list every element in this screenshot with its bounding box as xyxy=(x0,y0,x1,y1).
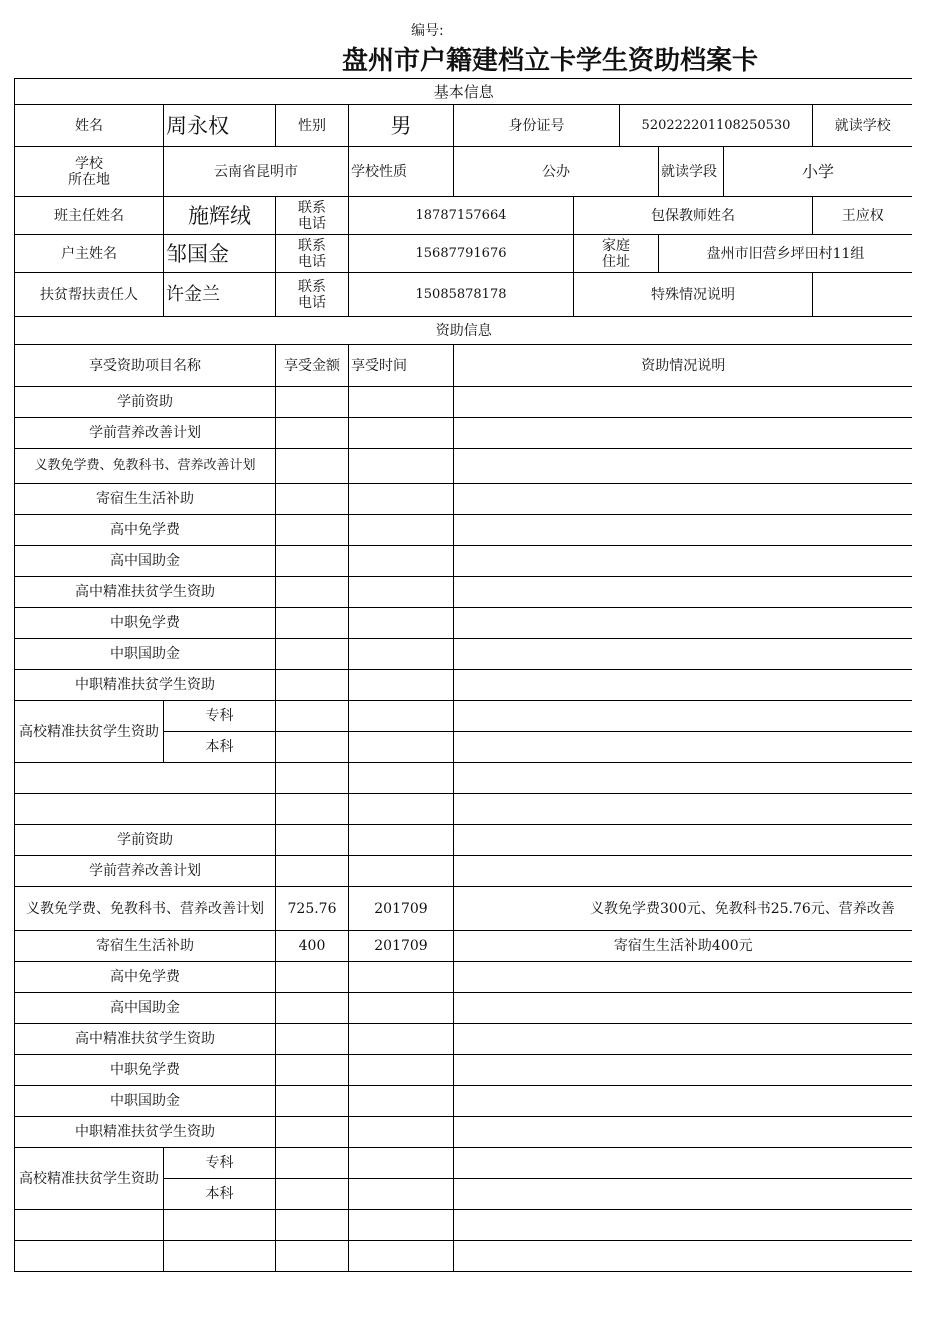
college-bachelor-label: 本科 xyxy=(164,1179,276,1210)
student-name: 周永权 xyxy=(164,105,276,147)
college-junior-label: 专科 xyxy=(164,701,276,732)
college-aid-label: 高校精准扶贫学生资助 xyxy=(15,701,164,763)
archive-card-table xyxy=(14,78,912,1275)
boarding-desc: 寄宿生生活补助400元 xyxy=(454,931,913,962)
aid-item-row: 高中国助金 xyxy=(15,546,276,577)
basic-info-heading: 基本信息 xyxy=(15,79,913,105)
stage-value: 小学 xyxy=(724,147,913,197)
compulsory-time: 201709 xyxy=(349,887,454,931)
school-type-label: 学校性质 xyxy=(349,147,454,197)
householder-phone: 15687791676 xyxy=(349,235,574,273)
home-address: 盘州市旧营乡坪田村11组 xyxy=(659,235,913,273)
college-bachelor-label: 本科 xyxy=(164,732,276,763)
aid-item-row: 中职免学费 xyxy=(15,608,276,639)
aid-info-heading: 资助信息 xyxy=(15,317,913,345)
aid-item-row: 中职国助金 xyxy=(15,639,276,670)
aid-item-row: 学前资助 xyxy=(15,387,276,418)
aid-item-row: 中职精准扶贫学生资助 xyxy=(15,670,276,701)
aid-item-row: 高中免学费 xyxy=(15,515,276,546)
helper-phone-label: 联系 电话 xyxy=(276,273,349,317)
aid-item-row: 学前资助 xyxy=(15,825,276,856)
gender-value: 男 xyxy=(349,105,454,147)
teacher-name: 施辉绒 xyxy=(164,197,276,235)
teacher-phone-label: 联系 电话 xyxy=(276,197,349,235)
compulsory-desc: 义教免学费300元、免教科书25.76元、营养改善 xyxy=(454,887,913,931)
school-location-value: 云南省昆明市 xyxy=(164,147,349,197)
school-type-value: 公办 xyxy=(454,147,659,197)
boarding-time: 201709 xyxy=(349,931,454,962)
special-value xyxy=(813,273,913,317)
school-location-label: 学校 所在地 xyxy=(15,147,164,197)
aid-item-row: 学前营养改善计划 xyxy=(15,856,276,887)
householder-name: 邹国金 xyxy=(164,235,276,273)
special-label: 特殊情况说明 xyxy=(574,273,813,317)
aid-item-row: 中职免学费 xyxy=(15,1055,276,1086)
address-label: 家庭 住址 xyxy=(574,235,659,273)
boarding-amount: 400 xyxy=(276,931,349,962)
helper-phone: 15085878178 xyxy=(349,273,574,317)
col-amount-header: 享受金额 xyxy=(276,345,349,387)
college-aid-label: 高校精准扶贫学生资助 xyxy=(15,1148,164,1210)
college-junior-label: 专科 xyxy=(164,1148,276,1179)
aid-item-row: 中职精准扶贫学生资助 xyxy=(15,1117,276,1148)
guard-teacher-label: 包保教师姓名 xyxy=(574,197,813,235)
helper-label: 扶贫帮扶责任人 xyxy=(15,273,164,317)
stage-label: 就读学段 xyxy=(659,147,724,197)
teacher-phone: 18787157664 xyxy=(349,197,574,235)
helper-name: 许金兰 xyxy=(164,273,276,317)
aid-item-row: 中职国助金 xyxy=(15,1086,276,1117)
col-desc-header: 资助情况说明 xyxy=(454,345,913,387)
aid-item-row: 高中国助金 xyxy=(15,993,276,1024)
aid-item-row: 高中精准扶贫学生资助 xyxy=(15,1024,276,1055)
aid-item-row: 义教免学费、免教科书、营养改善计划 xyxy=(15,887,276,931)
aid-item-row: 学前营养改善计划 xyxy=(15,418,276,449)
teacher-label: 班主任姓名 xyxy=(15,197,164,235)
school-label: 就读学校 xyxy=(813,105,913,147)
id-number: 520222201108250530 xyxy=(620,105,813,147)
householder-phone-label: 联系 电话 xyxy=(276,235,349,273)
gender-label: 性别 xyxy=(276,105,349,147)
serial-number-label: 编号: xyxy=(411,23,444,39)
aid-item-row: 寄宿生生活补助 xyxy=(15,931,276,962)
compulsory-amount: 725.76 xyxy=(276,887,349,931)
aid-item-row: 义教免学费、免教科书、营养改善计划 xyxy=(15,449,276,484)
aid-item-row: 寄宿生生活补助 xyxy=(15,484,276,515)
col-time-header: 享受时间 xyxy=(349,345,454,387)
col-item-header: 享受资助项目名称 xyxy=(15,345,276,387)
aid-item-row: 高中免学费 xyxy=(15,962,276,993)
guard-teacher-name: 王应权 xyxy=(813,197,913,235)
name-label: 姓名 xyxy=(15,105,164,147)
householder-label: 户主姓名 xyxy=(15,235,164,273)
id-label: 身份证号 xyxy=(454,105,620,147)
page-title: 盘州市户籍建档立卡学生资助档案卡 xyxy=(342,46,759,76)
aid-item-row: 高中精准扶贫学生资助 xyxy=(15,577,276,608)
